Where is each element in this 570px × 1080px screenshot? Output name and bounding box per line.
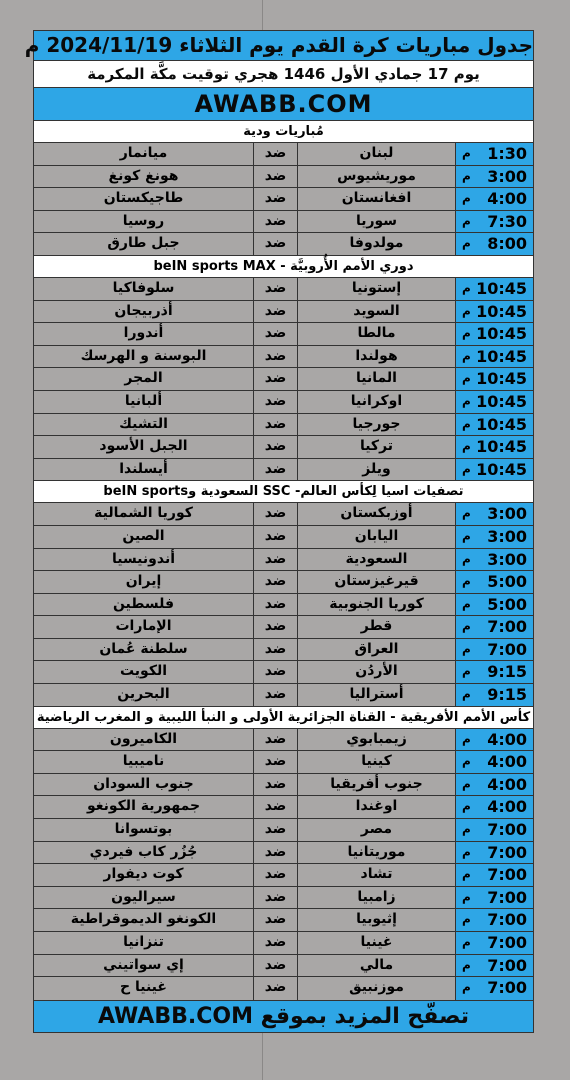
- match-time: [455, 909, 533, 931]
- match-time-ampm: م: [462, 236, 471, 251]
- match-time: [455, 774, 533, 796]
- footer-banner[interactable]: تصفّح المزيد بموقع AWABB.COM: [34, 1000, 533, 1032]
- away-team: جُزُر كاب فيردي: [89, 843, 198, 860]
- section-heading: تصفيات اسيا لِكأس العالم- SSC السعودية وbeIN sports: [34, 481, 533, 503]
- match-time: [455, 616, 533, 638]
- home-team: إستونيا: [297, 278, 455, 300]
- match-time-ampm: م: [462, 574, 471, 589]
- site-banner[interactable]: AWABB.COM: [34, 88, 533, 121]
- away-team: التشيك: [119, 415, 168, 432]
- match-row: [34, 188, 533, 211]
- match-time-value: 4:00: [487, 189, 527, 209]
- match-row: [34, 932, 533, 955]
- match-time: [455, 796, 533, 818]
- match-row: [34, 346, 533, 369]
- match-time-ampm: م: [462, 980, 471, 995]
- versus-label: ضد: [253, 188, 297, 210]
- versus-label: ضد: [253, 932, 297, 954]
- home-team: قطر: [297, 616, 455, 638]
- away-team: ألبانيا: [124, 392, 163, 409]
- match-time: [455, 368, 533, 390]
- versus-label: ضد: [253, 436, 297, 458]
- home-team: أستراليا: [297, 684, 455, 706]
- versus-label: ضد: [253, 684, 297, 706]
- match-time-value: 7:00: [487, 617, 527, 637]
- home-team: السعودية: [297, 549, 455, 571]
- match-time-ampm: م: [462, 664, 471, 679]
- match-time: [455, 729, 533, 751]
- match-row: [34, 211, 533, 234]
- versus-label: ضد: [253, 346, 297, 368]
- match-time-ampm: م: [462, 393, 471, 408]
- match-time: [455, 143, 533, 165]
- match-time: [455, 842, 533, 864]
- match-time-value: 7:00: [487, 820, 527, 840]
- away-team: أندورا: [123, 325, 164, 342]
- home-team: زامبيا: [297, 887, 455, 909]
- match-time-ampm: م: [462, 889, 471, 904]
- away-team: بوتسوانا: [114, 821, 173, 838]
- versus-label: ضد: [253, 459, 297, 481]
- away-team: الجبل الأسود: [99, 438, 188, 455]
- match-time-value: 1:30: [487, 144, 527, 163]
- match-time-ampm: م: [462, 371, 471, 386]
- home-team: إثيوبيا: [297, 909, 455, 931]
- match-time-value: 3:00: [487, 526, 527, 546]
- home-team: أوزبكستان: [297, 503, 455, 525]
- match-row: [34, 796, 533, 819]
- match-time-ampm: م: [462, 528, 471, 543]
- match-time-ampm: م: [462, 416, 471, 431]
- home-team: موريتانيا: [297, 842, 455, 864]
- versus-label: ضد: [253, 774, 297, 796]
- match-row: [34, 684, 533, 707]
- away-team: جمهورية الكونغو: [86, 798, 201, 815]
- match-time: [455, 594, 533, 616]
- match-time: [455, 639, 533, 661]
- match-time-ampm: م: [462, 191, 471, 206]
- home-team: الأردُن: [297, 661, 455, 683]
- match-time: [455, 301, 533, 323]
- match-row: [34, 391, 533, 414]
- home-team: اوغندا: [297, 796, 455, 818]
- match-time-ampm: م: [462, 280, 471, 295]
- home-team: ويلز: [297, 459, 455, 481]
- away-team: إيران: [125, 573, 162, 590]
- versus-label: ضد: [253, 323, 297, 345]
- match-time-ampm: م: [462, 461, 471, 476]
- away-team: ميانمار: [119, 145, 168, 161]
- versus-label: ضد: [253, 414, 297, 436]
- versus-label: ضد: [253, 143, 297, 165]
- home-team: كوريا الجنوبية: [297, 594, 455, 616]
- away-team: البوسنة و الهرسك: [80, 347, 207, 364]
- match-time-value: 5:00: [487, 594, 527, 614]
- away-team: غينيا ح: [120, 979, 167, 996]
- match-time-ampm: م: [462, 754, 471, 769]
- home-team: تركيا: [297, 436, 455, 458]
- match-row: [34, 459, 533, 482]
- versus-label: ضد: [253, 751, 297, 773]
- home-team: زيمبابوي: [297, 729, 455, 751]
- match-time: [455, 751, 533, 773]
- match-time-value: 10:45: [476, 391, 527, 411]
- away-team: أيسلندا: [119, 460, 168, 477]
- section-heading: كأس الأمم الأفريقية - القناة الجزائرية الأولى و النبأ الليبية و المغرب الرياضية: [34, 707, 533, 729]
- match-row: [34, 774, 533, 797]
- versus-label: ضد: [253, 661, 297, 683]
- match-time-ampm: م: [462, 731, 471, 746]
- match-row: [34, 436, 533, 459]
- away-team: إي سواتيني: [103, 956, 184, 973]
- match-time-ampm: م: [462, 799, 471, 814]
- match-row: [34, 729, 533, 752]
- match-time-value: 4:00: [487, 797, 527, 817]
- match-time-ampm: م: [462, 822, 471, 837]
- versus-label: ضد: [253, 977, 297, 1000]
- versus-label: ضد: [253, 166, 297, 188]
- away-team: سيراليون: [111, 888, 176, 905]
- away-team: الكاميرون: [109, 730, 178, 747]
- home-team: اوكرانيا: [297, 391, 455, 413]
- away-team: الكويت: [119, 663, 168, 680]
- match-time-ampm: م: [462, 867, 471, 882]
- home-team: سوريا: [297, 211, 455, 233]
- versus-label: ضد: [253, 233, 297, 255]
- match-time: [455, 571, 533, 593]
- away-team: جنوب السودان: [93, 775, 194, 792]
- match-time-ampm: م: [462, 687, 471, 702]
- home-team: جنوب أفريقيا: [297, 774, 455, 796]
- match-time-value: 7:00: [487, 933, 527, 952]
- match-row: [34, 323, 533, 346]
- match-time-ampm: م: [462, 596, 471, 611]
- versus-label: ضد: [253, 819, 297, 841]
- match-time-ampm: م: [462, 168, 471, 183]
- match-time-value: 7:00: [487, 842, 527, 862]
- match-time-value: 10:45: [476, 437, 527, 457]
- home-team: هولندا: [297, 346, 455, 368]
- match-time: [455, 549, 533, 571]
- match-time-value: 3:00: [487, 504, 527, 524]
- home-team: المانيا: [297, 368, 455, 390]
- versus-label: ضد: [253, 639, 297, 661]
- match-time-ampm: م: [462, 213, 471, 228]
- match-row: [34, 977, 533, 1000]
- match-row: [34, 301, 533, 324]
- match-time: [455, 661, 533, 683]
- versus-label: ضد: [253, 909, 297, 931]
- versus-label: ضد: [253, 571, 297, 593]
- match-time-value: 10:45: [476, 459, 527, 479]
- match-schedule-sheet: [24, 30, 534, 1033]
- versus-label: ضد: [253, 503, 297, 525]
- home-team: مالي: [297, 955, 455, 977]
- match-time-value: 3:00: [487, 166, 527, 186]
- away-team: سلوفاكيا: [112, 279, 175, 296]
- match-time-ampm: م: [462, 506, 471, 521]
- away-team: الإمارات: [115, 618, 172, 635]
- match-time-ampm: م: [462, 641, 471, 656]
- home-team: لبنان: [297, 143, 455, 165]
- match-time: [455, 977, 533, 1000]
- versus-label: ضد: [253, 301, 297, 323]
- home-team: العراق: [297, 639, 455, 661]
- away-team: أندونيسيا: [111, 550, 176, 567]
- match-time-ampm: م: [462, 619, 471, 634]
- match-time-ampm: م: [462, 326, 471, 341]
- versus-label: ضد: [253, 549, 297, 571]
- match-time: [455, 278, 533, 300]
- match-row: [34, 594, 533, 617]
- match-time-value: 7:00: [487, 887, 527, 907]
- match-time: [455, 887, 533, 909]
- match-time-ampm: م: [462, 935, 471, 949]
- home-team: افغانستان: [297, 188, 455, 210]
- match-time: [455, 166, 533, 188]
- away-team: فلسطين: [112, 595, 175, 612]
- versus-label: ضد: [253, 526, 297, 548]
- match-time-ampm: م: [462, 146, 471, 160]
- away-team: جبل طارق: [107, 235, 180, 252]
- away-team: كوريا الشمالية: [94, 505, 193, 522]
- match-row: [34, 526, 533, 549]
- match-time: [455, 233, 533, 255]
- match-row: [34, 368, 533, 391]
- away-team: أذربيجان: [114, 302, 173, 319]
- match-row: [34, 414, 533, 437]
- match-time-ampm: م: [462, 957, 471, 972]
- match-time: [455, 955, 533, 977]
- match-time-value: 3:00: [487, 549, 527, 569]
- match-row: [34, 661, 533, 684]
- match-row: [34, 503, 533, 526]
- match-time-value: 7:00: [487, 955, 527, 975]
- versus-label: ضد: [253, 864, 297, 886]
- away-team: روسيا: [122, 212, 165, 229]
- match-row: [34, 864, 533, 887]
- match-time: [455, 188, 533, 210]
- match-time-value: 4:00: [487, 774, 527, 794]
- home-team: اليابان: [297, 526, 455, 548]
- match-row: [34, 143, 533, 166]
- match-time-value: 7:00: [487, 978, 527, 998]
- match-row: [34, 166, 533, 189]
- match-time-value: 9:15: [487, 685, 527, 705]
- section-heading: دوري الأمم الأُروبيَّة - beIN sports MAX: [34, 256, 533, 278]
- match-time-value: 7:00: [487, 910, 527, 930]
- hijri-date-line: يوم 17 جمادي الأول 1446 هجري توقيت مكَّة المكرمة: [34, 61, 533, 88]
- match-time: [455, 323, 533, 345]
- home-team: تشاد: [297, 864, 455, 886]
- match-time-value: 8:00: [487, 234, 527, 254]
- match-time-value: 4:00: [487, 752, 527, 772]
- match-time-value: 10:45: [476, 278, 527, 298]
- away-team: الكونغو الديموقراطية: [70, 911, 217, 928]
- match-time-value: 7:00: [487, 639, 527, 659]
- versus-label: ضد: [253, 616, 297, 638]
- match-time-value: 10:45: [476, 346, 527, 366]
- away-team: ناميبيا: [122, 753, 165, 770]
- match-row: [34, 909, 533, 932]
- away-team: سلطنة عُمان: [99, 640, 188, 657]
- versus-label: ضد: [253, 391, 297, 413]
- versus-label: ضد: [253, 594, 297, 616]
- home-team: مصر: [297, 819, 455, 841]
- schedule-title: جدول مباريات كرة القدم يوم الثلاثاء 2024/11/19 م: [34, 31, 533, 61]
- match-time-value: 10:45: [476, 369, 527, 389]
- match-time: [455, 684, 533, 706]
- match-time: [455, 436, 533, 458]
- versus-label: ضد: [253, 368, 297, 390]
- match-time-value: 10:45: [476, 301, 527, 321]
- match-time-ampm: م: [462, 551, 471, 566]
- home-team: مولدوفا: [297, 233, 455, 255]
- match-row: [34, 233, 533, 256]
- match-row: [34, 955, 533, 978]
- away-team: تنزانيا: [123, 934, 164, 950]
- match-time: [455, 526, 533, 548]
- home-team: كينيا: [297, 751, 455, 773]
- away-team: كوت ديفوار: [103, 866, 184, 883]
- match-time-ampm: م: [462, 912, 471, 927]
- match-time: [455, 864, 533, 886]
- match-time-value: 9:15: [487, 662, 527, 682]
- match-time-value: 4:00: [487, 729, 527, 749]
- versus-label: ضد: [253, 955, 297, 977]
- match-time-value: 5:00: [487, 572, 527, 592]
- home-team: موزنبيق: [297, 977, 455, 1000]
- match-time: [455, 932, 533, 954]
- match-time-ampm: م: [462, 303, 471, 318]
- match-row: [34, 887, 533, 910]
- away-team: البحرين: [117, 686, 170, 703]
- match-time: [455, 211, 533, 233]
- away-team: طاجيكستان: [103, 190, 184, 207]
- match-row: [34, 842, 533, 865]
- match-time: [455, 391, 533, 413]
- home-team: قيرغيزستان: [297, 571, 455, 593]
- versus-label: ضد: [253, 796, 297, 818]
- match-time-value: 10:45: [476, 324, 527, 344]
- match-time-ampm: م: [462, 776, 471, 791]
- section-heading: مُباريات ودية: [34, 121, 533, 143]
- away-team: الصين: [122, 527, 165, 544]
- match-time-value: 10:45: [476, 414, 527, 434]
- match-time: [455, 459, 533, 481]
- match-row: [34, 819, 533, 842]
- sections-container: [34, 121, 533, 1000]
- home-team: السويد: [297, 301, 455, 323]
- versus-label: ضد: [253, 729, 297, 751]
- match-time-value: 7:30: [487, 211, 527, 231]
- away-team: هونغ كونغ: [108, 167, 179, 184]
- home-team: غينيا: [297, 932, 455, 954]
- away-team: المجر: [124, 370, 163, 387]
- match-time: [455, 819, 533, 841]
- versus-label: ضد: [253, 278, 297, 300]
- match-time-ampm: م: [462, 844, 471, 859]
- match-row: [34, 278, 533, 301]
- match-time-value: 7:00: [487, 865, 527, 885]
- match-row: [34, 549, 533, 572]
- home-team: موريشيوس: [297, 166, 455, 188]
- versus-label: ضد: [253, 887, 297, 909]
- match-row: [34, 571, 533, 594]
- home-team: جورجيا: [297, 414, 455, 436]
- match-time-ampm: م: [462, 439, 471, 454]
- match-row: [34, 616, 533, 639]
- match-time: [455, 414, 533, 436]
- versus-label: ضد: [253, 842, 297, 864]
- match-time-ampm: م: [462, 348, 471, 363]
- match-row: [34, 639, 533, 662]
- match-time: [455, 346, 533, 368]
- match-time: [455, 503, 533, 525]
- home-team: مالطا: [297, 323, 455, 345]
- match-row: [34, 751, 533, 774]
- versus-label: ضد: [253, 211, 297, 233]
